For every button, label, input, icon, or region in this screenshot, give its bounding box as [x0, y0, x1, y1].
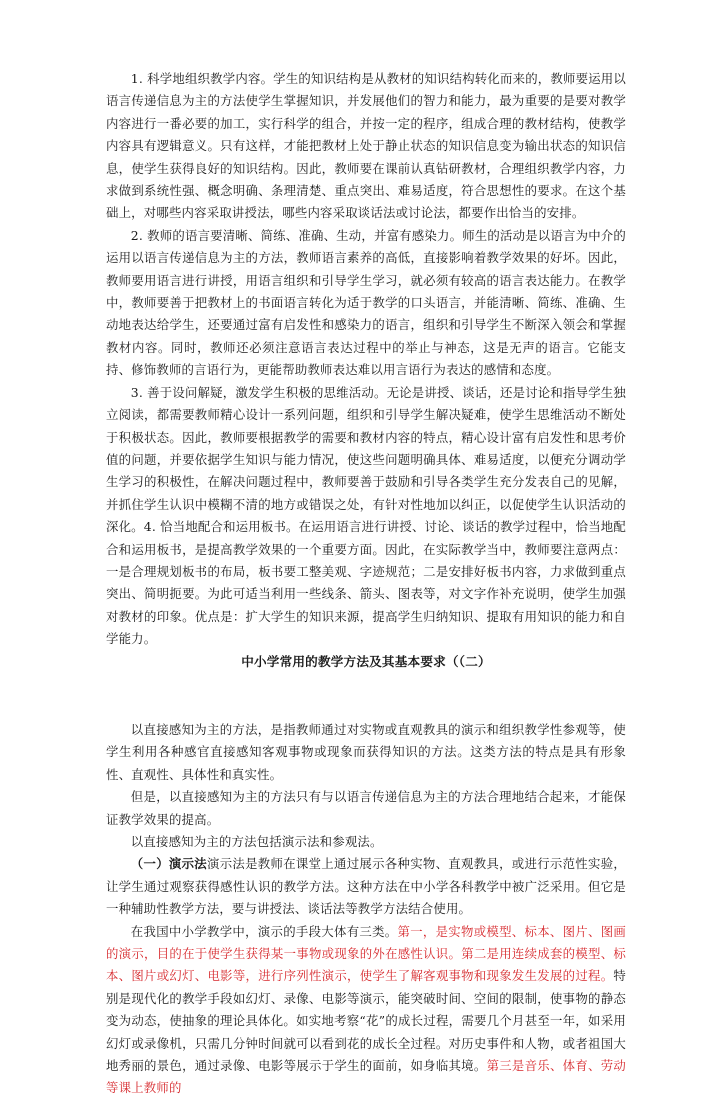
paragraph-demo-types [106, 921, 626, 1100]
demo-type-three-highlight: 第三是音乐、体育、劳动等课上教师的 [106, 1058, 627, 1096]
demo-types-middle: 特别是现代化的教学手段如幻灯、录像、电影等演示，能突破时间、空间的限制，使事物的静态变为动态，使抽象的理论具体化。如实地考察“花”的成长过程，需要几个月甚至一年，如采用幻灯或录像机，只需几分钟时间就可以看到花的成长全过程。对历史事件和人物，或者祖国大地秀丽的景色，通过录像、电影等展示于学生的面前，如身临其境。 [106, 968, 626, 1074]
paragraph-2: 2. 教师的语言要清晰、简练、准确、生动，并富有感染力。师生的活动是以语言为中介的运用以语言传递信息为主的方法，教师语言素养的高低，直接影响着教学效果的好坏。因此，教师要用语言进行讲授，用语言组织和引导学生学习，就必须有较高的语言表达能力。在教学中，教师要善于把教材上的书面语言转化为适于教学的口头语言，并能清晰、简练、准确、生动地表达给学生，还要通过富有启发性和感染力的语言，组织和引导学生不断深入领会和掌握教材内容。同时，教师还必须注意语言表达过程中的举止与神态，这是无声的语言。它能支持、修饰教师的言语行为，更能帮助教师表达难以用言语行为表达的感情和态度。 [106, 227, 626, 378]
paragraph-3: 3. 善于设问解疑，激发学生积极的思维活动。无论是讲授、谈话，还是讨论和指导学生独立阅读，都需要教师精心设计一系列问题，组织和引导学生解决疑难，使学生思维活动不断处于积极状态。因此，教师要根据教学的需要和教材内容的特点，精心设计富有启发性和思考价值的问题，并要依据学生知识与能力情况，使这些问题明确具体、难易适度，以便充分调动学生学习的积极性，在解决问题过程中，教师要善于鼓励和引导各类学生充分发表自己的见解，并抓住学生认识中模糊不清的地方或错误之处，有针对性地加以纠正，以促使学生认识活动的深化。4. 恰当地配合和运用板书。在运用语言进行讲授、讨论、谈话的教学过程中，恰当地配合和运用板书，是提高教学效果的一个重要方面。因此，在实际教学当中，教师要注意两点：一是合理规划板书的布局，板书要工整美观、字迹规范；二是安排好板书内容，力求做到重点突出、简明扼要。为此可适当利用一些线条、箭头、图表等，对文字作补充说明，使学生加强对教材的印象。优点是：扩大学生的知识来源，提高学生归纳知识、提取有用知识的能力和自学能力。 [106, 384, 626, 647]
demonstration-label: （一）演示法 [130, 856, 207, 872]
paragraph-direct-perception: 以直接感知为主的方法，是指教师通过对实物或直观教具的演示和组织教学性参观等，使学生利用各种感官直接感知客观事物或现象而获得知识的方法。这类方法的特点是具有形象性、直观性、具体性和真实性。 [106, 721, 626, 782]
paragraph-1: 1. 科学地组织教学内容。学生的知识结构是从教材的知识结构转化而来的，教师要运用以语言传递信息为主的方法使学生掌握知识，并发展他们的智力和能力，最为重要的是要对教学内容进行一番必要的加工，实行科学的组合，并按一定的程序，组成合理的教材结构，使教学内容具有逻辑意义。只有这样，才能把教材上处于静止状态的知识信息变为输出状态的知识信息，使学生获得良好的知识结构。因此，教师要在课前认真钻研教材，合理组织教学内容，力求做到系统性强、概念明确、条理清楚、重点突出、难易适度，符合思想性的要求。在这个基础上，对哪些内容采取讲授法，哪些内容采取谈话法或讨论法，都要作出恰当的安排。 [106, 71, 626, 221]
paragraph-combination: 但是，以直接感知为主的方法只有与以语言传递信息为主的方法合理地结合起来，才能保证教学效果的提高。 [106, 789, 626, 827]
paragraph-demonstration [106, 853, 626, 920]
section-title: 中小学常用的教学方法及其基本要求（（二） [241, 653, 491, 669]
demo-types-intro: 在我国中小学教学中，演示的手段大体有三类。 [130, 923, 398, 939]
demonstration-text: 演示法是教师在课堂上通过展示各种实物、直观教具，或进行示范性实验，让学生通过观察获得感性认识的教学方法。这种方法在中小学各科教学中被广泛采用。但它是一种辅助性教学方法，要与讲授法、谈话法等教学方法结合使用。 [106, 856, 626, 917]
paragraph-methods-list: 以直接感知为主的方法包括演示法和参观法。 [130, 834, 383, 849]
demo-type-two-highlight: 第二是用连续成套的模型、标本、图片或幻灯、电影等，进行序列性演示，使学生了解客观事物和现象发生发展的过程。 [106, 946, 626, 984]
demo-type-one-highlight: 第一，是实物或模型、标本、图片、图画的演示，目的在于使学生获得某一事物或现象的外在感性认识。 [106, 923, 626, 962]
document-page [106, 68, 626, 1100]
